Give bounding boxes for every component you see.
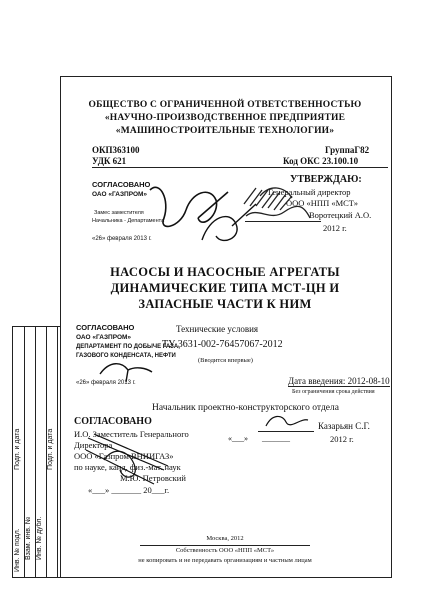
footer-divider: [140, 545, 310, 546]
doc-title-line-1: НАСОСЫ И НАСОСНЫЕ АГРЕГАТЫ: [110, 265, 340, 279]
okp-code: ОКП363100: [92, 145, 140, 155]
chief-name: Казарьян С.Г.: [318, 421, 370, 431]
agreed-bottom-line-2: Директора: [74, 440, 113, 450]
footer-rule: не копировать и не передавать организациям и частным лицам: [138, 557, 312, 564]
side-label-2: Подп. и дата: [14, 428, 21, 470]
footer-owner: Собственность ООО «НПП «МСТ»: [175, 547, 275, 554]
oks-code: Код ОКС 23.100.10: [283, 156, 359, 166]
agreed-top-org: ОАО «ГАЗПРОМ»: [92, 191, 148, 198]
group-code: ГруппаГ82: [325, 145, 370, 155]
chief-sign-line: [258, 431, 314, 432]
agreed-bottom-line-3: ООО «Газпром ВНИИГАЗ»: [74, 451, 174, 461]
chief-month: _______: [262, 434, 290, 443]
spec-number: ТУ 3631-002-76457067-2012: [162, 339, 283, 350]
agreed-mid-title: СОГЛАСОВАНО: [76, 323, 135, 332]
codes-divider: [92, 167, 388, 168]
side-label-5: Подп. и дата: [47, 428, 54, 470]
org-line-3: «МАШИНОСТРОИТЕЛЬНЫЕ ТЕХНОЛОГИИ»: [115, 126, 335, 136]
approve-year: 2012 г.: [323, 223, 347, 233]
agreed-top-title: СОГЛАСОВАНО: [92, 180, 151, 189]
approve-company: ООО «НПП «МСТ»: [286, 198, 359, 208]
agreed-mid-dept-1: ДЕПАРТАМЕНТ ПО ДОБЫЧЕ ГАЗА,: [76, 344, 180, 350]
agreed-bottom-line-4: по науке, канд. физ.-мат. наук: [74, 462, 181, 472]
agreed-bottom-title: СОГЛАСОВАНО: [74, 416, 152, 427]
agreed-top-role-2: Начальника - Департамента: [92, 218, 165, 224]
org-line-2: «НАУЧНО-ПРОИЗВОДСТВЕННОЕ ПРЕДПРИЯТИЕ: [104, 113, 346, 123]
agreed-bottom-line-5: М.Ю. Петровский: [120, 473, 186, 483]
approve-date-line: [245, 221, 321, 222]
side-label-4: Инв. № дубл.: [36, 516, 43, 560]
approve-position: Генеральный директор: [268, 187, 351, 197]
doc-title-line-2: ДИНАМИЧЕСКИЕ ТИПА МСТ-ЦН И: [110, 281, 340, 295]
agreed-top-role-1: Замес заместителя: [94, 210, 144, 216]
approve-title: УТВЕРЖДАЮ:: [290, 174, 362, 185]
side-label-1: Инв. № подл.: [14, 528, 21, 572]
chief-position: Начальник проектно-конструкторского отдела: [152, 403, 339, 413]
chief-day: «___»: [228, 434, 248, 443]
org-line-1: ОБЩЕСТВО С ОГРАНИЧЕННОЙ ОТВЕТСТВЕННОСТЬЮ: [88, 100, 362, 110]
side-label-3: Взам. инв. №: [25, 516, 32, 560]
agreed-top-date: «26» февраля 2013 г.: [92, 236, 152, 242]
doc-title-line-3: ЗАПАСНЫЕ ЧАСТИ К НИМ: [138, 297, 312, 311]
spec-note: (Вводится впервые): [198, 357, 253, 364]
intro-date: Дата введения: 2012-08-10: [288, 376, 390, 386]
agreed-mid-date: «26» февраля 2013 г.: [76, 380, 136, 386]
footer-city: Москва, 2012: [206, 535, 244, 542]
agreed-bottom-line-6: «___» _______ 20___г.: [88, 485, 170, 495]
spec-type: Технические условия: [176, 324, 259, 334]
agreed-bottom-line-1: И.О. Заместитель Генерального: [74, 429, 189, 439]
chief-year: 2012 г.: [330, 434, 354, 444]
approve-name: Воротецкий А.О.: [309, 210, 372, 220]
agreed-mid-org: ОАО «ГАЗПРОМ»: [76, 334, 132, 341]
intro-limit: Без ограничения срока действия: [292, 389, 375, 395]
udk-code: УДК 621: [92, 156, 127, 166]
agreed-mid-dept-2: ГАЗОВОГО КОНДЕНСАТА, НЕФТИ: [76, 353, 176, 359]
